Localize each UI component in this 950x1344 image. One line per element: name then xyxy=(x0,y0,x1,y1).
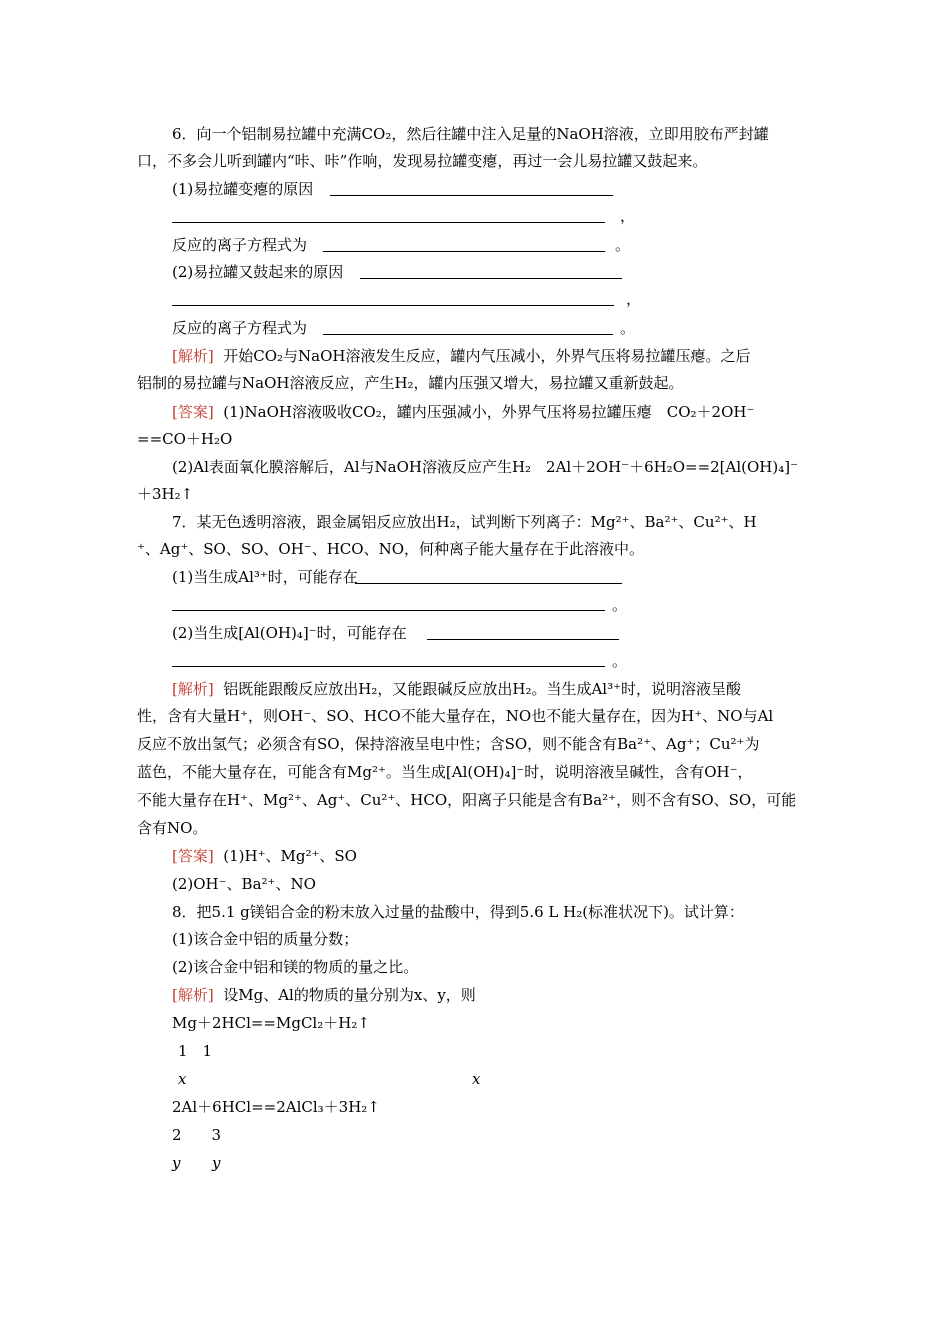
q8-part1: (1)该合金中铝的质量分数； xyxy=(172,930,359,948)
q6-analysis-line1: [解析] 开始CO₂与NaOH溶液发生反应，罐内气压减小，外界气压将易拉罐压瘪。之后 xyxy=(172,347,751,365)
q6-part1-label: (1)易拉罐变瘪的原因 xyxy=(172,180,314,198)
q8-equation-1: Mg＋2HCl==MgCl₂＋H₂↑ xyxy=(172,1014,370,1032)
q6-part2-label: (2)易拉罐又鼓起来的原因 xyxy=(172,263,344,281)
period: 。 xyxy=(612,596,628,614)
q8-equation-2-coefficients: 2 3 xyxy=(172,1126,222,1144)
answer-blank[interactable] xyxy=(323,251,605,252)
period: 。 xyxy=(620,319,636,337)
comma: ， xyxy=(620,207,636,225)
q8-variable-x: x xyxy=(472,1070,481,1088)
q7-part1-label: (1)当生成Al³⁺时，可能存在 xyxy=(172,568,358,586)
q6-analysis-line2: 铝制的易拉罐与NaOH溶液反应，产生H₂，罐内压强又增大，易拉罐又重新鼓起。 xyxy=(137,374,684,392)
answer-blank[interactable] xyxy=(172,305,614,306)
q7-analysis-line1: [解析] 铝既能跟酸反应放出H₂，又能跟碱反应放出H₂。当生成Al³⁺时，说明溶液呈酸 xyxy=(172,680,742,698)
q7-stem-line1: 7．某无色透明溶液，跟金属铝反应放出H₂，试判断下列离子：Mg²⁺、Ba²⁺、Cu²⁺、H xyxy=(172,513,757,531)
q6-answer-line1: [答案] (1)NaOH溶液吸收CO₂，罐内压强减小，外界气压将易拉罐压瘪 CO₂＋2OH⁻ xyxy=(172,403,755,421)
q8-part2: (2)该合金中铝和镁的物质的量之比。 xyxy=(172,958,419,976)
answer-blank[interactable] xyxy=(172,610,605,611)
answer-blank[interactable] xyxy=(172,666,605,667)
answer-blank[interactable] xyxy=(355,583,622,584)
answer-tag: [答案] xyxy=(172,403,214,421)
q7-analysis-line3: 反应不放出氢气；必须含有SO，保持溶液呈电中性；含SO，则不能含有Ba²⁺、Ag⁺；Cu²⁺为 xyxy=(137,735,760,753)
q7-answer-line2: (2)OH⁻、Ba²⁺、NO xyxy=(172,875,316,893)
q8-analysis-line1: [解析] 设Mg、Al的物质的量分别为x、y，则 xyxy=(172,986,476,1004)
q7-analysis-line6: 含有NO。 xyxy=(137,819,208,837)
q7-analysis-line2: 性，含有大量H⁺，则OH⁻、SO、HCO不能大量存在，NO也不能大量存在，因为H⁺、NO与Al xyxy=(137,707,774,725)
q8-equation-1-coefficients: 1 1 xyxy=(178,1042,213,1060)
answer-blank[interactable] xyxy=(330,195,613,196)
q6-stem-line1: 6．向一个铝制易拉罐中充满CO₂，然后往罐中注入足量的NaOH溶液，立即用胶布严封罐 xyxy=(172,125,769,143)
q8-variable-y: y xyxy=(212,1154,221,1172)
answer-tag: [答案] xyxy=(172,847,214,865)
analysis-tag: [解析] xyxy=(172,986,214,1004)
period: 。 xyxy=(615,236,631,254)
analysis-tag: [解析] xyxy=(172,680,214,698)
q8-variable-y: y xyxy=(172,1154,181,1172)
q6-answer-line1b: ==CO＋H₂O xyxy=(137,430,233,448)
answer-blank[interactable] xyxy=(323,334,613,335)
q7-analysis-line4: 蓝色，不能大量存在，可能含有Mg²⁺。当生成[Al(OH)₄]⁻时，说明溶液呈碱性，含有OH⁻， xyxy=(137,763,753,781)
q7-stem-line2: ⁺、Ag⁺、SO、SO、OH⁻、HCO、NO，何种离子能大量存在于此溶液中。 xyxy=(137,540,644,558)
q7-part2-label: (2)当生成[Al(OH)₄]⁻时，可能存在 xyxy=(172,624,407,642)
q6-stem-line2: 口，不多会儿听到罐内“咔、咔”作响，发现易拉罐变瘪，再过一会儿易拉罐又鼓起来。 xyxy=(137,152,708,170)
comma: ， xyxy=(626,290,642,308)
q8-variable-x: x xyxy=(178,1070,187,1088)
answer-blank[interactable] xyxy=(427,639,619,640)
answer-blank[interactable] xyxy=(360,278,622,279)
period: 。 xyxy=(612,652,628,670)
q8-equation-2: 2Al＋6HCl==2AlCl₃＋3H₂↑ xyxy=(172,1098,380,1116)
q6-answer-line2: (2)Al表面氧化膜溶解后，Al与NaOH溶液反应产生H₂ 2Al＋2OH⁻＋6H₂O==2[Al(OH)₄]⁻ xyxy=(172,458,799,476)
answer-blank[interactable] xyxy=(172,222,605,223)
q8-stem-line1: 8．把5.1 g镁铝合金的粉末放入过量的盐酸中，得到5.6 L H₂(标准状况下)。试计算： xyxy=(172,903,744,921)
q6-answer-line2b: ＋3H₂↑ xyxy=(137,485,194,503)
q6-equation-label-1: 反应的离子方程式为 xyxy=(172,236,308,254)
analysis-tag: [解析] xyxy=(172,347,214,365)
q7-analysis-line5: 不能大量存在H⁺、Mg²⁺、Ag⁺、Cu²⁺、HCO，阳离子只能是含有Ba²⁺，则不含有SO、SO，可能 xyxy=(137,791,797,809)
q7-answer-line1: [答案] (1)H⁺、Mg²⁺、SO xyxy=(172,847,357,865)
q6-equation-label-2: 反应的离子方程式为 xyxy=(172,319,308,337)
